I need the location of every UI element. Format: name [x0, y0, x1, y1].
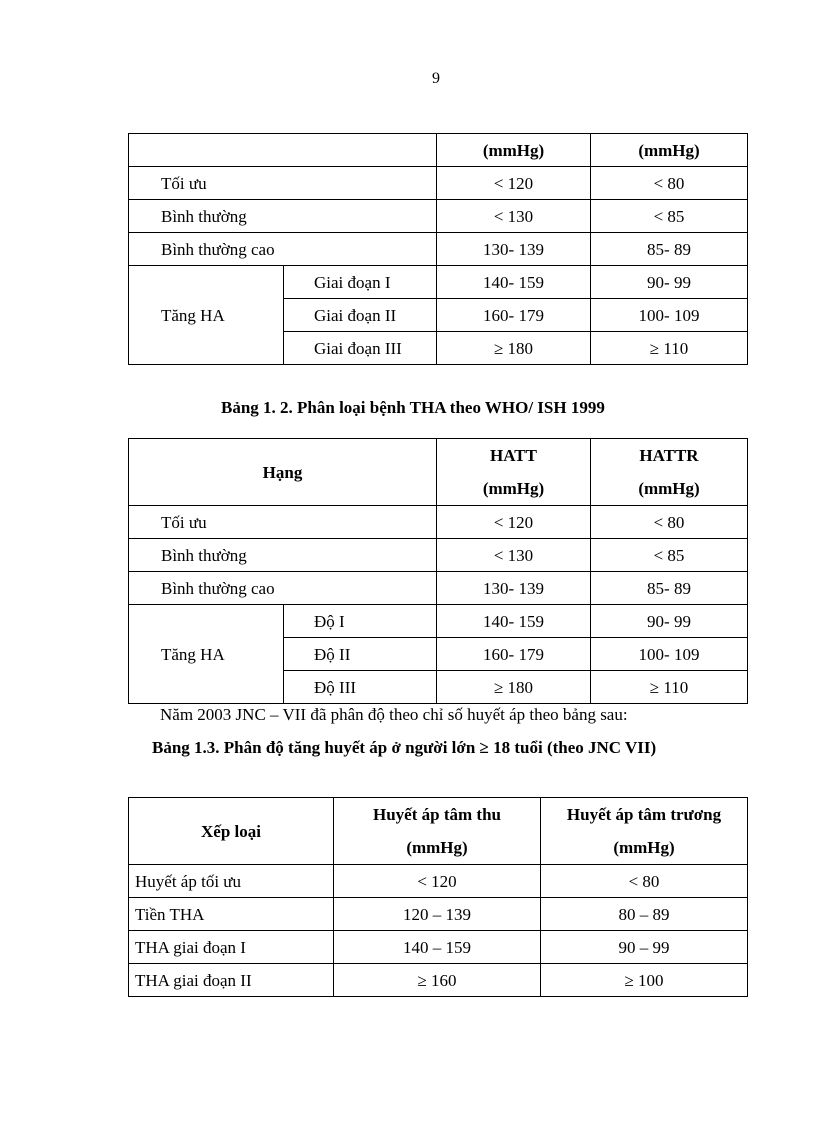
systolic-value: 160- 179	[437, 299, 591, 332]
table-caption-1-2: Bảng 1. 2. Phân loại bệnh THA theo WHO/ ISH 1999	[221, 398, 605, 417]
systolic-value: < 120	[334, 865, 541, 898]
header-cell-sys-unit: (mmHg)	[437, 134, 591, 167]
group-label: Tăng HA	[129, 605, 284, 704]
row-label: THA giai đoạn I	[129, 931, 334, 964]
sub-row-label: Độ I	[284, 605, 437, 638]
diastolic-value: ≥ 100	[541, 964, 748, 997]
header-cell-dia	[541, 798, 748, 865]
header-dia-label: HATTR	[639, 446, 699, 465]
header-cell-empty	[129, 134, 437, 167]
systolic-value: ≥ 180	[437, 332, 591, 365]
diastolic-value: 90- 99	[591, 266, 748, 299]
sub-row-label: Giai đoạn III	[284, 332, 437, 365]
diastolic-value: 90- 99	[591, 605, 748, 638]
row-label: Tối ưu	[129, 167, 437, 200]
table-row	[129, 539, 748, 572]
header-dia-label: Huyết áp tâm trương	[566, 805, 722, 824]
header-sys-label: HATT	[490, 446, 537, 465]
table-row	[129, 865, 748, 898]
diastolic-value: 80 – 89	[541, 898, 748, 931]
row-label: Bình thường	[129, 539, 437, 572]
diastolic-value: 100- 109	[591, 299, 748, 332]
sub-row-label: Giai đoạn I	[284, 266, 437, 299]
row-label: Huyết áp tối ưu	[129, 865, 334, 898]
table-row	[129, 200, 748, 233]
diastolic-value: < 80	[541, 865, 748, 898]
header-cell-rank: Hạng	[129, 439, 437, 506]
systolic-value: 160- 179	[437, 638, 591, 671]
systolic-value: ≥ 180	[437, 671, 591, 704]
header-dia-unit: (mmHg)	[638, 479, 700, 498]
table-row	[129, 964, 748, 997]
header-cell-dia	[591, 439, 748, 506]
systolic-value: 140- 159	[437, 266, 591, 299]
body-paragraph: Năm 2003 JNC – VII đã phân độ theo chỉ số huyết áp theo bảng sau:	[160, 705, 628, 724]
table-row	[129, 572, 748, 605]
row-label: Bình thường cao	[129, 572, 437, 605]
diastolic-value: 90 – 99	[541, 931, 748, 964]
diastolic-value: < 85	[591, 200, 748, 233]
diastolic-value: 85- 89	[591, 572, 748, 605]
systolic-value: 130- 139	[437, 233, 591, 266]
table-header-row	[129, 439, 748, 506]
header-cell-sys	[334, 798, 541, 865]
header-sys-unit: (mmHg)	[406, 838, 468, 857]
diastolic-value: 100- 109	[591, 638, 748, 671]
systolic-value: < 130	[437, 200, 591, 233]
header-dia-unit: (mmHg)	[613, 838, 675, 857]
row-label: Bình thường cao	[129, 233, 437, 266]
table-row	[129, 931, 748, 964]
table-row	[129, 167, 748, 200]
sub-row-label: Độ II	[284, 638, 437, 671]
table-caption-1-3: Bảng 1.3. Phân độ tăng huyết áp ở người lớn ≥ 18 tuổi (theo JNC VII)	[152, 738, 657, 757]
systolic-value: 140- 159	[437, 605, 591, 638]
systolic-value: 130- 139	[437, 572, 591, 605]
diastolic-value: ≥ 110	[591, 332, 748, 365]
table-row	[129, 266, 748, 299]
row-label: Tiền THA	[129, 898, 334, 931]
bp-classification-table-2	[128, 438, 748, 704]
systolic-value: 140 – 159	[334, 931, 541, 964]
header-sys-unit: (mmHg)	[482, 479, 545, 498]
row-label: Tối ưu	[129, 506, 437, 539]
row-label: THA giai đoạn II	[129, 964, 334, 997]
systolic-value: < 130	[437, 539, 591, 572]
table-row	[129, 605, 748, 638]
bp-classification-table-1	[128, 133, 748, 365]
diastolic-value: ≥ 110	[591, 671, 748, 704]
row-label: Bình thường	[129, 200, 437, 233]
header-cell-sys	[437, 439, 591, 506]
diastolic-value: < 85	[591, 539, 748, 572]
table-row	[129, 506, 748, 539]
diastolic-value: < 80	[591, 167, 748, 200]
header-cell-category: Xếp loại	[129, 798, 334, 865]
group-label: Tăng HA	[129, 266, 284, 365]
table-header-row	[129, 134, 748, 167]
systolic-value: < 120	[437, 167, 591, 200]
table-header-row	[129, 798, 748, 865]
table-row	[129, 233, 748, 266]
header-sys-label: Huyết áp tâm thu	[373, 805, 501, 824]
table-row	[129, 898, 748, 931]
header-cell-dia-unit: (mmHg)	[591, 134, 748, 167]
systolic-value: 120 – 139	[334, 898, 541, 931]
sub-row-label: Giai đoạn II	[284, 299, 437, 332]
systolic-value: ≥ 160	[334, 964, 541, 997]
diastolic-value: 85- 89	[591, 233, 748, 266]
jnc7-classification-table	[128, 797, 748, 997]
page-number: 9	[432, 70, 440, 87]
sub-row-label: Độ III	[284, 671, 437, 704]
systolic-value: < 120	[437, 506, 591, 539]
diastolic-value: < 80	[591, 506, 748, 539]
